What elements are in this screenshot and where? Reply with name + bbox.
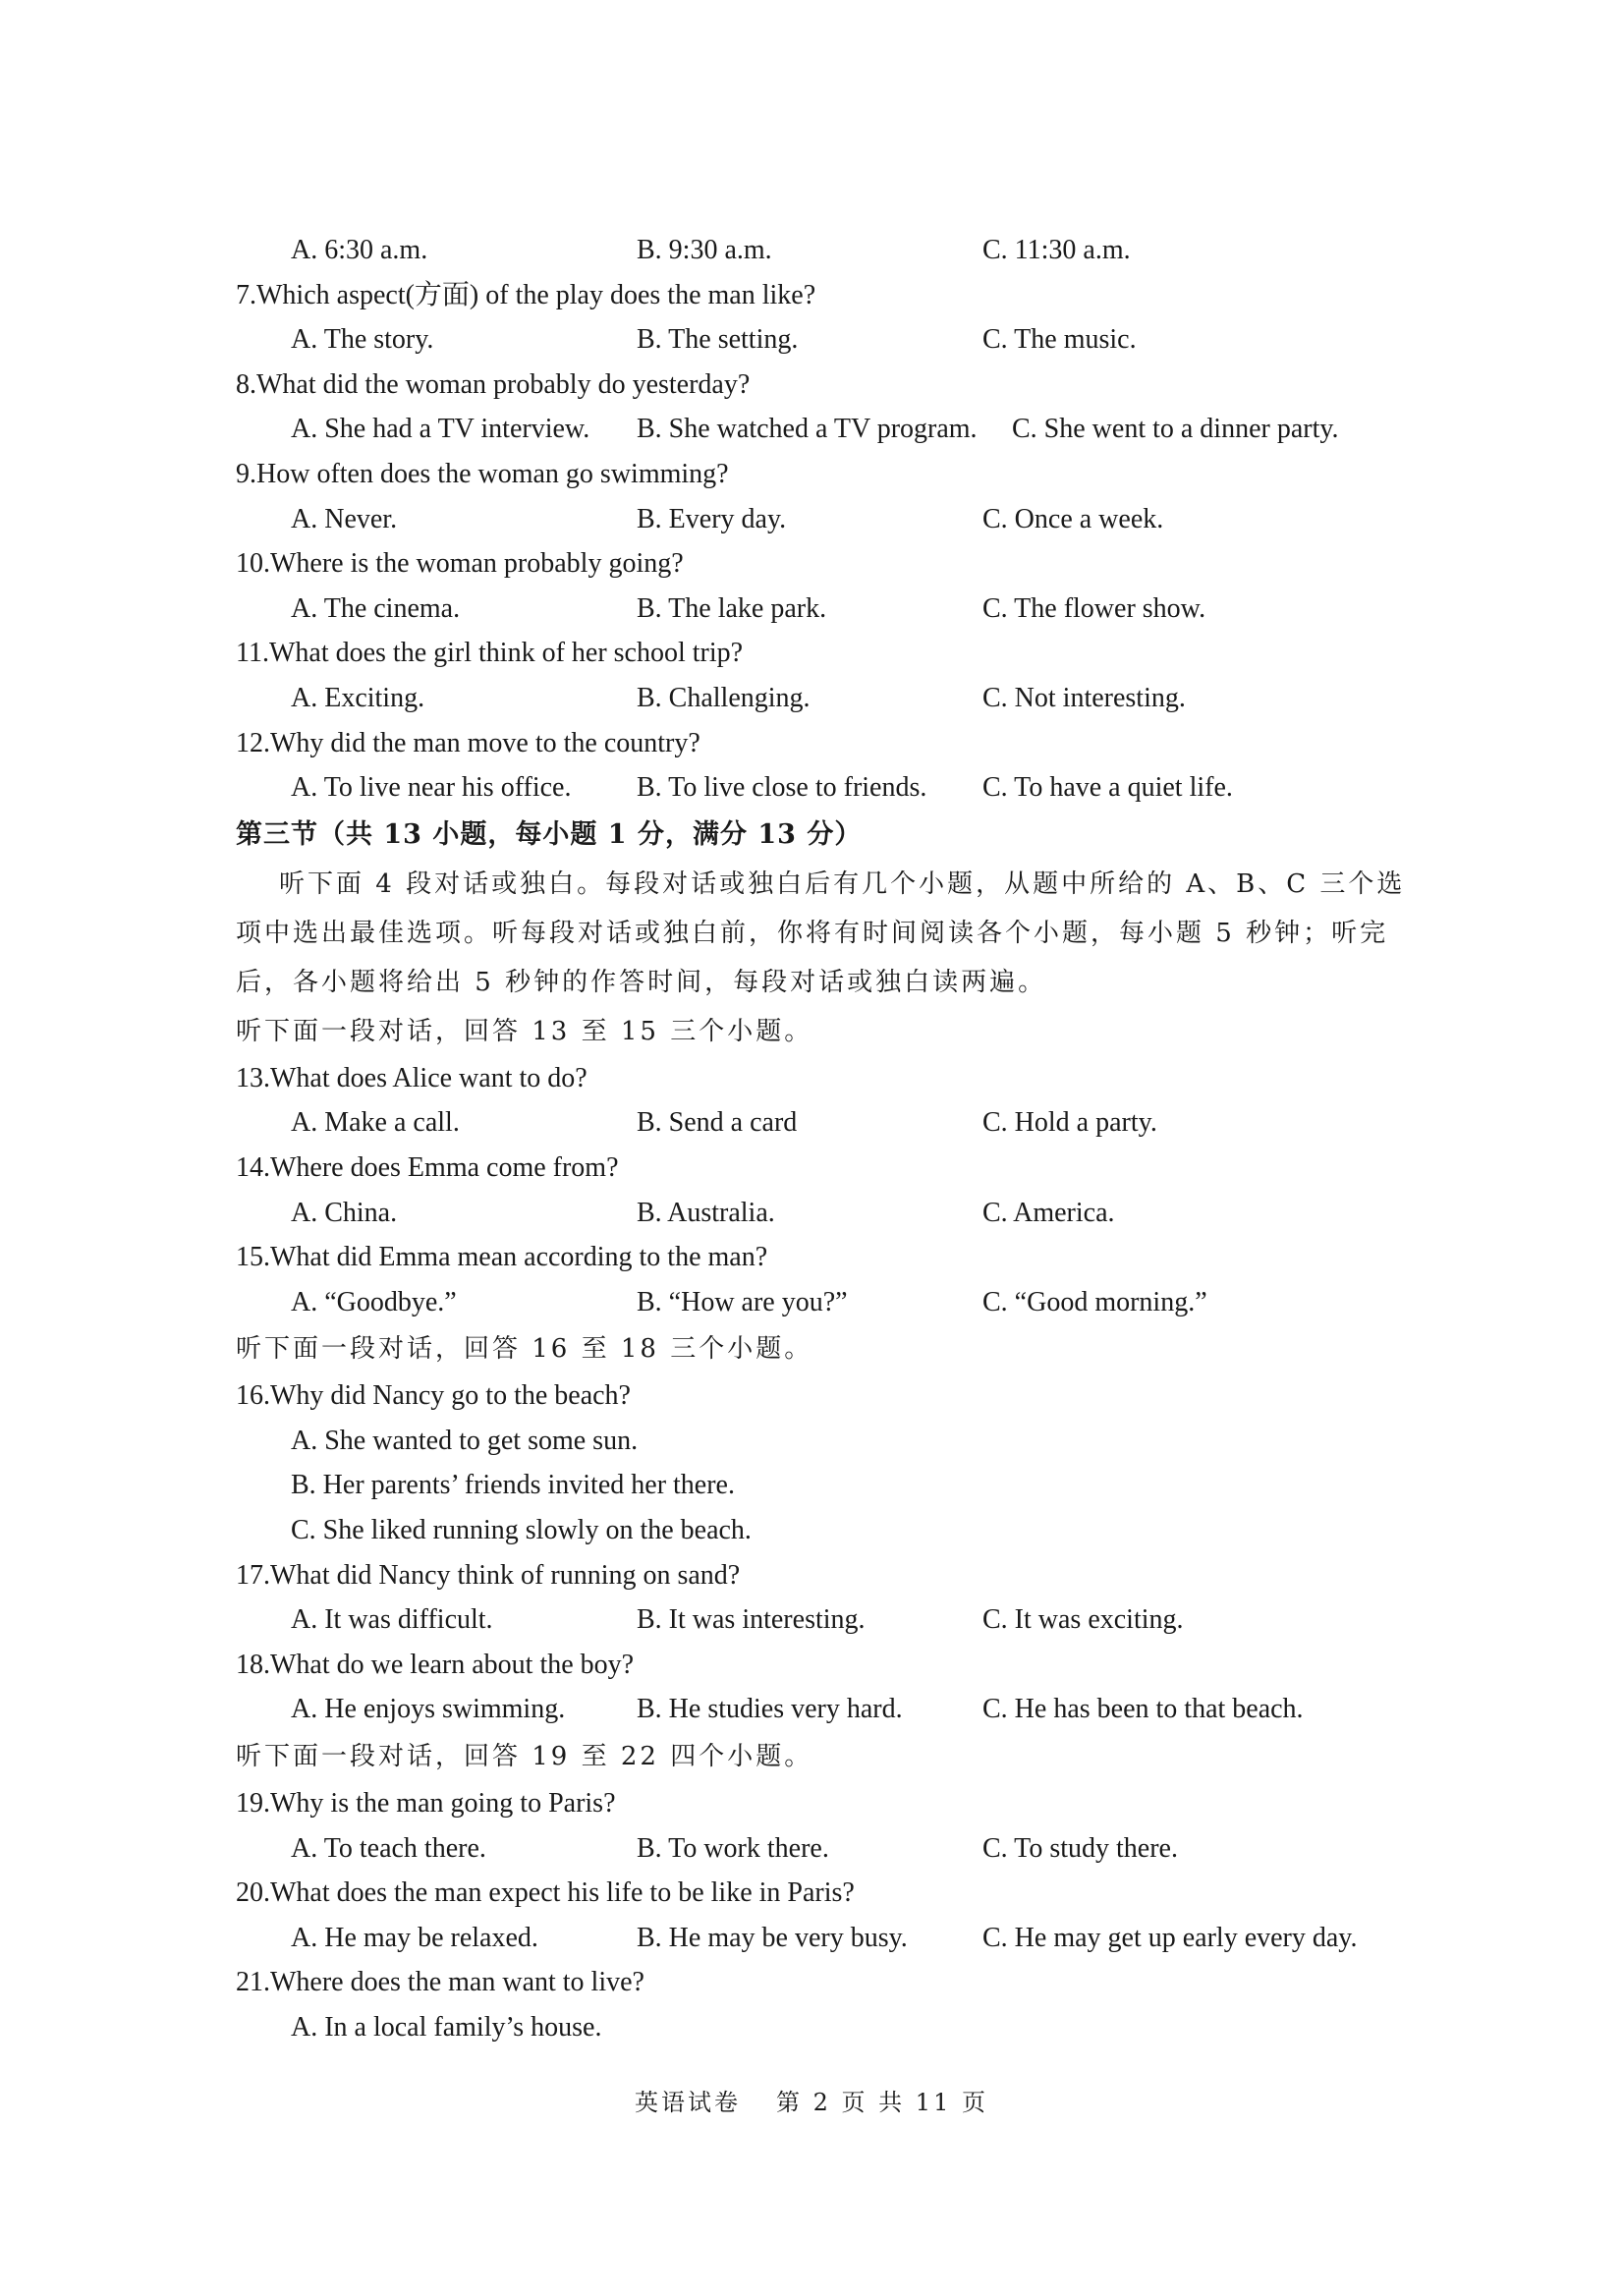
q15-text: 15.What did Emma mean according to the man? [236,1242,768,1273]
q13-option-a: A. Make a call. [291,1107,460,1139]
q14-option-c: C. America. [982,1197,1115,1228]
q14-option-b: B. Australia. [637,1197,775,1228]
q6-option-b: B. 9:30 a.m. [637,235,772,265]
q12-option-a: A. To live near his office. [291,772,572,804]
q19-option-c: C. To study there. [982,1832,1178,1864]
q9-option-b: B. Every day. [637,503,787,534]
q12-text: 12.Why did the man move to the country? [236,727,700,758]
q11-option-a: A. Exciting. [291,682,425,713]
q10-option-a: A. The cinema. [291,592,461,624]
section-3-instructions-line-2: 项中选出最佳选项。听每段对话或独白前，你将有时间阅读各个小题，每小题 5 秒钟；听完 [236,918,1389,948]
q14-option-a: A. China. [291,1197,398,1228]
q20-text: 20.What does the man expect his life to be like in Paris? [236,1877,855,1909]
q12-option-c: C. To have a quiet life. [982,772,1233,804]
group-3-heading: 听下面一段对话，回答 19 至 22 四个小题。 [236,1742,813,1772]
q16-text: 16.Why did Nancy go to the beach? [236,1380,631,1412]
q19-option-b: B. To work there. [637,1832,829,1864]
q14-text: 14.Where does Emma come from? [236,1151,619,1183]
q9-options [236,497,1434,542]
q19-text: 19.Why is the man going to Paris? [236,1788,616,1820]
exam-content [236,228,1434,2050]
q15-option-c: C. “Good morning.” [982,1286,1207,1317]
q7-option-c: C. The music. [982,324,1137,356]
footer-subject: 英语试卷 [635,2089,742,2116]
q6-option-a: A. 6:30 a.m. [291,235,428,265]
q13-text: 13.What does Alice want to do? [236,1062,588,1093]
q17-option-c: C. It was exciting. [982,1604,1184,1636]
q15-options [236,1280,1434,1325]
q11-options [236,676,1434,721]
q10-options [236,587,1434,632]
q11-option-b: B. Challenging. [637,682,811,713]
group-2-heading: 听下面一段对话，回答 16 至 18 三个小题。 [236,1334,813,1365]
q18-option-a: A. He enjoys swimming. [291,1694,566,1725]
q8-option-b: B. She watched a TV program. [637,414,978,445]
q18-text: 18.What do we learn about the boy? [236,1649,635,1680]
q11-option-c: C. Not interesting. [982,682,1186,713]
q16-option-c: C. She liked running slowly on the beach. [291,1515,752,1546]
q21-text: 21.Where does the man want to live? [236,1967,644,1998]
q7-text: 7.Which aspect(方面) of the play does the man like? [236,279,816,310]
q8-option-c: C. She went to a dinner party. [1012,414,1339,445]
q6-options [236,228,1434,273]
q10-option-c: C. The flower show. [982,592,1206,624]
q13-option-c: C. Hold a party. [982,1107,1157,1139]
q9-option-a: A. Never. [291,503,398,534]
q11-text: 11.What does the girl think of her school trip? [236,638,744,669]
section-3-instructions-line-3: 后，各小题将给出 5 秒钟的作答时间，每段对话或独白读两遍。 [236,967,1047,997]
q8-text: 8.What did the woman probably do yesterday? [236,368,751,400]
q15-option-b: B. “How are you?” [637,1286,848,1317]
q20-option-c: C. He may get up early every day. [982,1922,1358,1953]
q12-options [236,765,1434,811]
q17-options [236,1597,1434,1643]
q8-option-a: A. She had a TV interview. [291,414,590,445]
q9-option-c: C. Once a week. [982,503,1164,534]
q12-option-b: B. To live close to friends. [637,772,927,804]
q20-option-a: A. He may be relaxed. [291,1922,538,1953]
q8-options [236,407,1434,452]
q13-option-b: B. Send a card [637,1107,798,1139]
q19-options [236,1826,1434,1872]
q14-options [236,1191,1434,1236]
q21-option-a: A. In a local family’s house. [291,2012,602,2043]
q7-option-a: A. The story. [291,324,434,356]
q20-option-b: B. He may be very busy. [637,1922,908,1953]
q10-option-b: B. The lake park. [637,592,827,624]
q17-option-b: B. It was interesting. [637,1604,866,1636]
page-footer [0,2083,1623,2117]
q6-option-c: C. 11:30 a.m. [982,235,1131,265]
q20-options [236,1916,1434,1961]
q7-options [236,317,1434,363]
q17-option-a: A. It was difficult. [291,1604,493,1636]
q17-text: 17.What did Nancy think of running on sand? [236,1559,741,1591]
q7-option-b: B. The setting. [637,324,799,356]
q18-options [236,1687,1434,1732]
q18-option-b: B. He studies very hard. [637,1694,903,1725]
section-3-instructions-line-1: 听下面 4 段对话或独白。每段对话或独白后有几个小题，从题中所给的 A、B、C 三个选 [279,868,1406,899]
q18-option-c: C. He has been to that beach. [982,1694,1304,1725]
q16-option-b: B. Her parents’ friends invited her there. [291,1470,735,1501]
q13-options [236,1100,1434,1146]
footer-page-number: 第 2 页 共 11 页 [776,2089,988,2116]
q16-option-a: A. She wanted to get some sun. [291,1425,639,1456]
group-1-heading: 听下面一段对话，回答 13 至 15 三个小题。 [236,1016,813,1046]
q15-option-a: A. “Goodbye.” [291,1286,457,1317]
q9-text: 9.How often does the woman go swimming? [236,458,729,489]
section-3-title: 第三节（共 13 小题，每小题 1 分，满分 13 分） [236,818,863,850]
q10-text: 10.Where is the woman probably going? [236,548,684,580]
q19-option-a: A. To teach there. [291,1832,486,1864]
